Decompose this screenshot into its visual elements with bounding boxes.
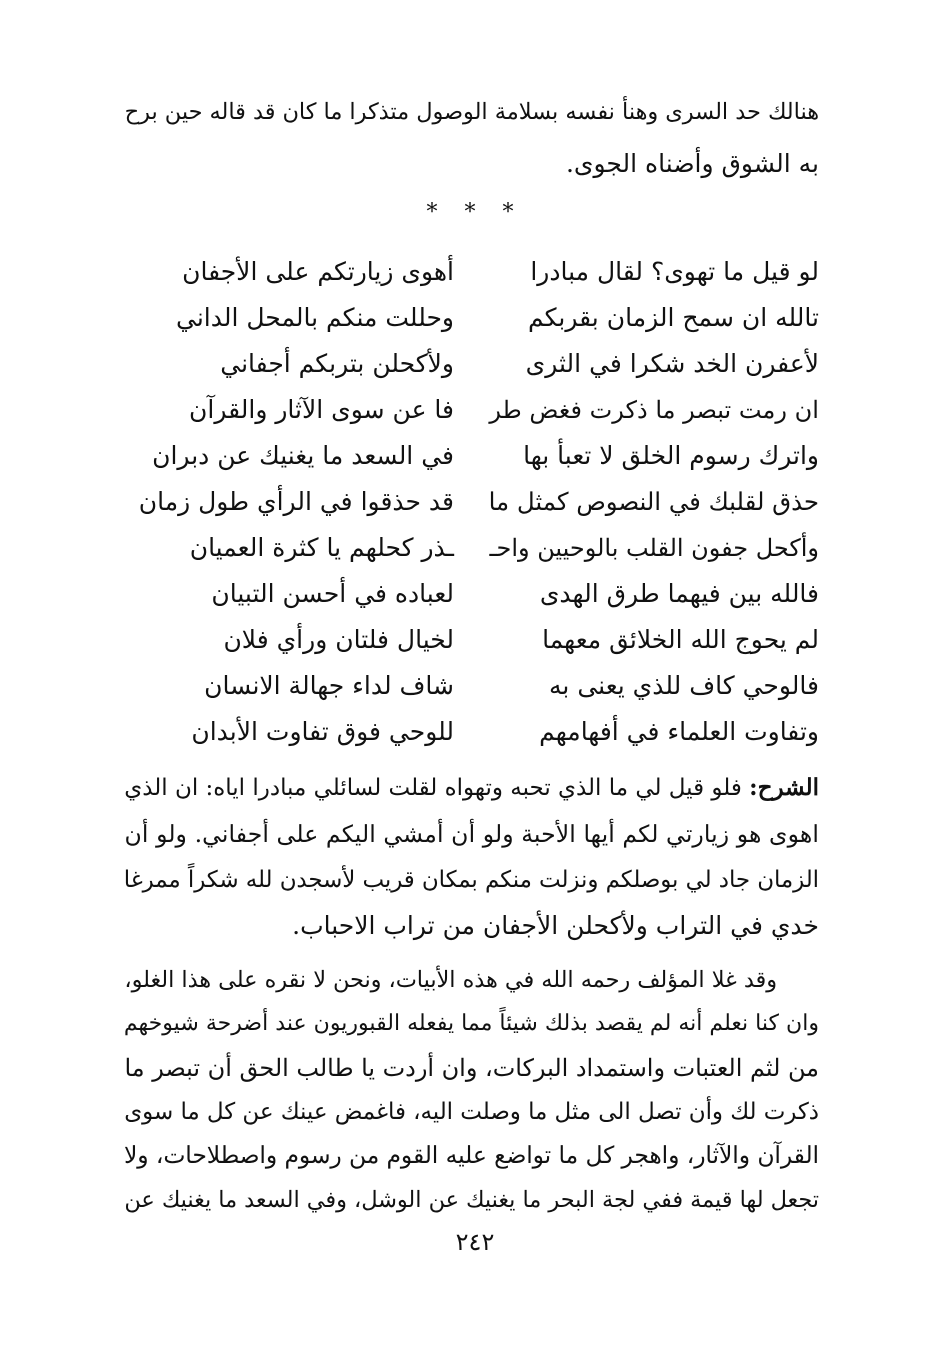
verse-right-1: لو قيل ما تهوى؟ لقال مبادرا	[530, 257, 819, 286]
body-line-6: تجعل لها قيمة ففي لجة البحر ما يغنيك عن الوشل، وفي السعد ما يغنيك عن	[124, 1187, 819, 1213]
verse-left-4: فا عن سوى الآثار والقرآن	[189, 395, 454, 424]
body-line-4: ذكرت لك وأن تصل الى مثل ما وصلت اليه، فاغمض عينك عن كل ما سوى	[124, 1099, 819, 1125]
commentary-label: الشرح:	[749, 774, 819, 801]
body-line-2: وان كنا نعلم أنه لم يقصد بذلك شيئاً مما يفعله القبوريون عند أضرحة شيوخهم	[123, 1011, 819, 1036]
commentary-line-1-text: فلو قيل لي ما الذي تحبه وتهواه لقلت لسائلي مبادرا اياه: ان الذي	[124, 775, 750, 801]
verse-right-10: فالوحي كاف للذي يعنى به	[549, 671, 819, 700]
body-line-1: وقد غلا المؤلف رحمه الله في هذه الأبيات، ونحن لا نقره على هذا الغلو،	[124, 967, 777, 993]
section-separator: * * *	[426, 200, 524, 225]
verse-right-8: فالله بين فيهما طرق الهدى	[539, 579, 819, 608]
commentary-line-3: الزمان جاد لي بوصلكم ونزلت منكم بمكان قريب لأسجدن لله شكراً ممرغا	[123, 867, 819, 893]
intro-line-2: به الشوق وأضناه الجوى.	[565, 149, 819, 178]
verse-left-6: قد حذقوا في الرأي طول زمان	[138, 487, 454, 516]
commentary-line-1	[124, 768, 819, 808]
verse-left-3: ولأكحلن بتربكم أجفاني	[220, 349, 454, 378]
verse-left-10: شاف لداء جهالة الانسان	[204, 671, 454, 700]
verse-right-9: لم يحوج الله الخلائق معهما	[542, 625, 819, 654]
body-line-3: من لثم العتبات واستمداد البركات، وان أردت يا طالب الحق أن تبصر ما	[124, 1054, 819, 1082]
body-line-5: القرآن والآثار، واهجر كل ما تواضع عليه القوم من رسوم واصطلاحات، ولا	[124, 1142, 819, 1169]
verse-right-11: وتفاوت العلماء في أفهامهم	[539, 717, 819, 746]
verse-left-8: لعباده في أحسن التبيان	[211, 579, 454, 608]
verse-left-9: لخيال فلتان ورأي فلان	[223, 625, 454, 654]
commentary-line-2: اهوى هو زيارتي لكم أيها الأحبة ولو أن أمشي اليكم على أجفاني. ولو أن	[124, 820, 819, 848]
verse-left-2: وحللت منكم بالمحل الداني	[176, 303, 454, 332]
verse-right-6: حذق لقلبك في النصوص كمثل ما	[488, 487, 819, 516]
intro-line-1: هنالك حد السرى وهنأ نفسه بسلامة الوصول متذكرا ما كان قد قاله حين برح	[124, 99, 819, 125]
verse-right-2: تالله ان سمح الزمان بقربكم	[527, 303, 819, 332]
verse-right-7: وأكحل جفون القلب بالوحيين واحـ	[489, 534, 819, 562]
commentary-line-4: خدي في التراب ولأكحلن الأجفان من تراب الاحباب.	[292, 911, 819, 940]
verse-right-5: واترك رسوم الخلق لا تعبأ بها	[523, 441, 819, 470]
verse-right-4: ان رمت تبصر ما ذكرت فغض طر	[489, 396, 819, 424]
verse-left-7: ـذر كحلهم يا كثرة العميان	[189, 533, 454, 562]
page-number: ٢٤٢	[455, 1228, 495, 1256]
verse-right-3: لأعفرن الخد شكرا في الثرى	[525, 349, 819, 378]
verse-left-1: أهوى زيارتكم على الأجفان	[182, 257, 454, 286]
verse-left-5: في السعد ما يغنيك عن دبران	[152, 441, 454, 470]
verse-left-11: للوحي فوق تفاوت الأبدان	[191, 717, 454, 746]
